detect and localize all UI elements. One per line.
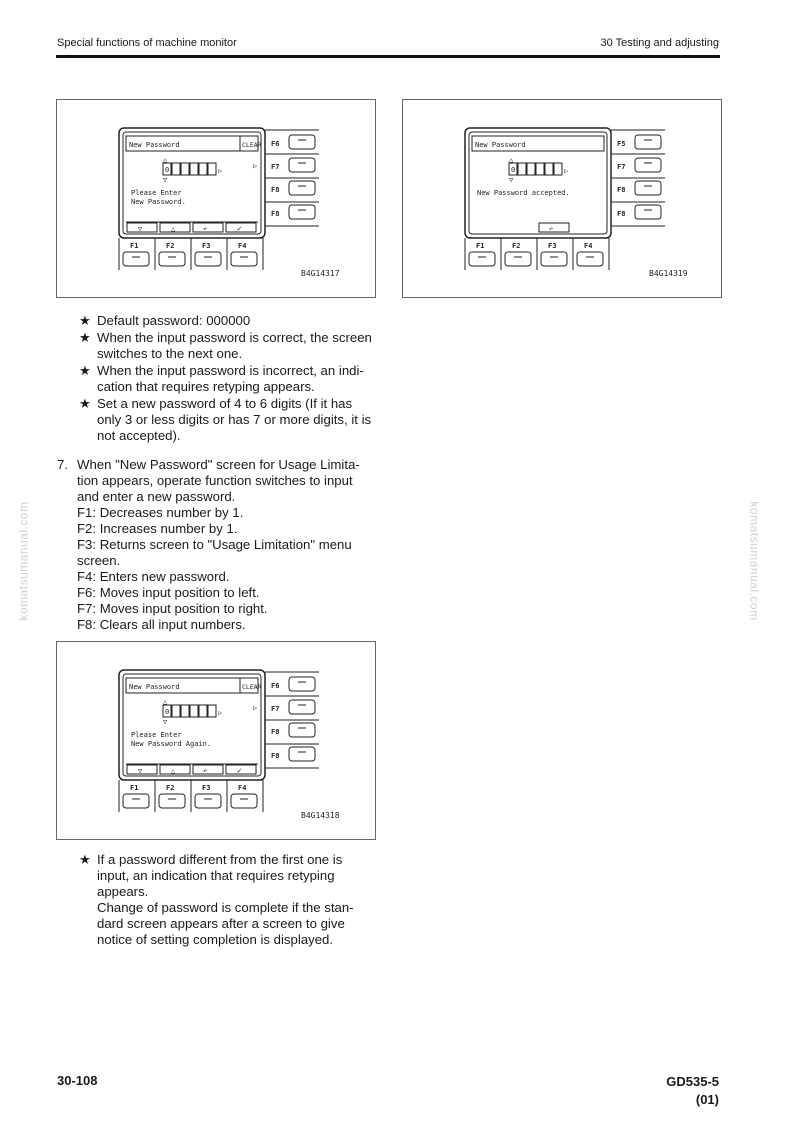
up-arrow-icon: △: [163, 156, 168, 164]
step-item: F8: Clears all input numbers.: [77, 617, 246, 632]
message-line-1: Please Enter: [131, 189, 182, 197]
svg-text:F7: F7: [617, 163, 626, 171]
step-number: 7.: [57, 457, 68, 472]
svg-text:F8: F8: [271, 210, 280, 218]
svg-text:F4: F4: [238, 242, 247, 250]
header-rule: [56, 55, 720, 58]
clear-label: CLEAR: [242, 141, 262, 149]
digit-value: 0: [165, 708, 170, 716]
message-line-2: New Password.: [131, 198, 186, 206]
svg-text:F8: F8: [271, 186, 280, 194]
svg-text:F4: F4: [584, 242, 593, 250]
star-icon: ★: [79, 313, 91, 328]
bullet-item: ★ Default password: 000000: [79, 313, 251, 328]
header-section-title: Special functions of machine monitor: [57, 37, 237, 49]
svg-text:△: △: [171, 225, 176, 233]
watermark-right: komatsumanual.com: [747, 501, 762, 621]
screen-title: New Password: [129, 141, 180, 149]
svg-text:F2: F2: [166, 242, 175, 250]
screen-title: New Password: [129, 683, 180, 691]
screen-title: New Password: [475, 141, 526, 149]
figure-monitor-password-accepted: [402, 99, 722, 298]
svg-text:F8: F8: [271, 728, 280, 736]
star-icon: ★: [79, 363, 91, 378]
svg-text:F4: F4: [238, 784, 247, 792]
down-arrow-icon: ▽: [163, 176, 168, 184]
svg-text:▽: ▽: [138, 767, 143, 775]
star-icon: ★: [79, 396, 91, 411]
svg-text:F1: F1: [130, 242, 139, 250]
figure-code: B4G14319: [649, 269, 688, 278]
svg-text:F7: F7: [271, 163, 280, 171]
svg-text:✓: ✓: [237, 766, 242, 775]
step-item: F6: Moves input position to left.: [77, 585, 260, 600]
svg-text:△: △: [171, 767, 176, 775]
star-icon: ★: [79, 330, 91, 345]
svg-text:F6: F6: [271, 140, 280, 148]
svg-text:F3: F3: [548, 242, 557, 250]
bullet-item: ★ When the input password is incorrect, an indi- cation that requires retyping appears.: [79, 363, 364, 394]
bullet-list: [75, 313, 375, 445]
down-arrow-icon: ▽: [163, 718, 168, 726]
right-cursor-icon: ▷: [218, 167, 223, 175]
svg-text:↶: ↶: [549, 225, 554, 233]
header-chapter-title: 30 Testing and adjusting: [600, 37, 719, 49]
svg-text:F6: F6: [271, 682, 280, 690]
figure-code: B4G14317: [301, 269, 340, 278]
step-item: F4: Enters new password.: [77, 569, 230, 584]
svg-text:F1: F1: [130, 784, 139, 792]
svg-text:F8: F8: [617, 186, 626, 194]
bullet-item: ★ When the input password is correct, the screen switches to the next one.: [79, 330, 372, 361]
figure-monitor-new-password-again: [56, 641, 376, 840]
side-cursor-icon: ▷: [253, 704, 258, 712]
figure-monitor-new-password: [56, 99, 376, 298]
figure-code: B4G14318: [301, 811, 340, 820]
step-item: F3: Returns screen to "Usage Limitation" menu: [77, 537, 352, 552]
model-label: GD535-5 (01): [666, 1074, 719, 1107]
bullet-item: ★ Set a new password of 4 to 6 digits (If it has only 3 or less digits or has 7 or more digits, it is not accepted).: [79, 396, 372, 443]
step-7: 7. When "New Password" screen for Usage Limita- tion appears, operate function switches to input and enter a new password. F1: Decreases number by 1. F2: Increases number by 1. F3: Returns screen to "Usage Limitation" menu screen. F4: Enters new password. F6: Moves input position to left. F7: Moves input position to right. F8: Clears all input numbers.: [57, 457, 375, 633]
down-arrow-icon: ▽: [509, 176, 514, 184]
svg-text:↶: ↶: [203, 225, 208, 233]
digit-value: 0: [511, 166, 516, 174]
svg-text:F2: F2: [166, 784, 175, 792]
right-cursor-icon: ▷: [218, 709, 223, 717]
svg-text:↶: ↶: [203, 767, 208, 775]
svg-text:✓: ✓: [237, 224, 242, 233]
svg-text:F3: F3: [202, 242, 211, 250]
page-number: 30-108: [57, 1073, 98, 1088]
step-item: F1: Decreases number by 1.: [77, 505, 244, 520]
up-arrow-icon: △: [163, 698, 168, 706]
step-item: screen.: [77, 553, 121, 568]
svg-text:F8: F8: [271, 752, 280, 760]
step-item: F2: Increases number by 1.: [77, 521, 238, 536]
final-note: ★ If a password different from the first one is input, an indication that requires retyping appears. Change of password is complete if the stan- dard screen appears after a screen to give notice of setting completion is displayed.: [79, 852, 354, 947]
up-arrow-icon: △: [509, 156, 514, 164]
svg-text:F7: F7: [271, 705, 280, 713]
svg-text:F8: F8: [617, 210, 626, 218]
message-line-1: New Password accepted.: [477, 189, 570, 197]
svg-text:F2: F2: [512, 242, 521, 250]
svg-text:F5: F5: [617, 140, 626, 148]
watermark-left: komatsumanual.com: [16, 501, 31, 621]
message-line-1: Please Enter: [131, 731, 182, 739]
svg-text:F3: F3: [202, 784, 211, 792]
star-icon: ★: [79, 852, 91, 867]
clear-label: CLEAR: [242, 683, 262, 691]
right-cursor-icon: ▷: [564, 167, 569, 175]
side-cursor-icon: ▷: [253, 162, 258, 170]
step-item: F7: Moves input position to right.: [77, 601, 268, 616]
digit-value: 0: [165, 166, 170, 174]
message-line-2: New Password Again.: [131, 740, 212, 748]
svg-text:F1: F1: [476, 242, 485, 250]
svg-text:▽: ▽: [138, 225, 143, 233]
